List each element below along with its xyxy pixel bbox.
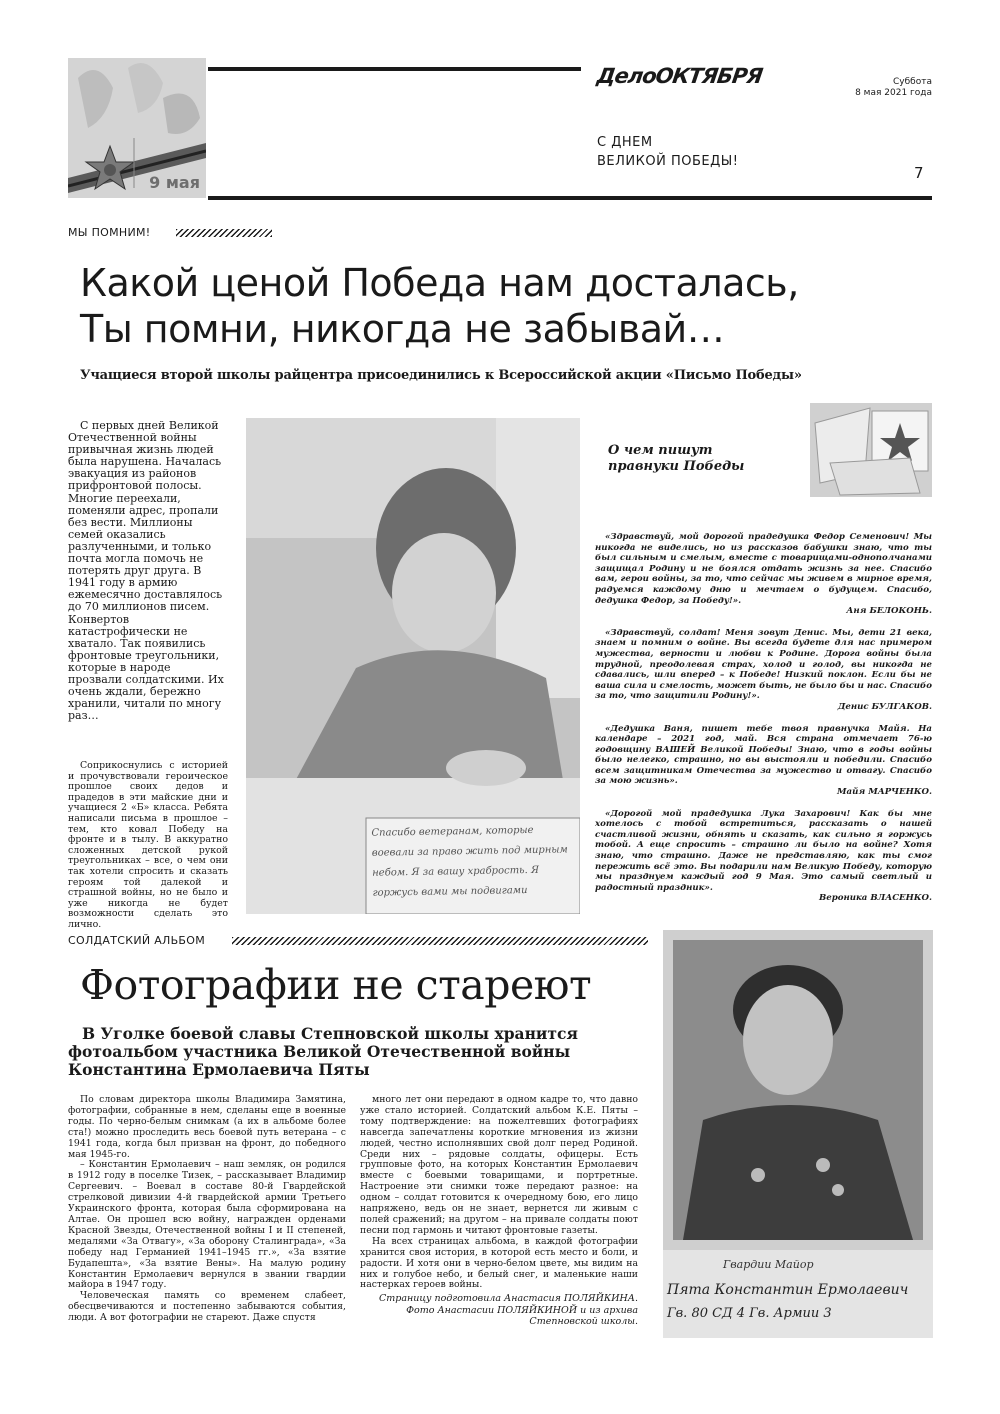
issue-date <box>830 77 932 99</box>
letters-title-line-1: О чем пишут <box>608 443 713 458</box>
rubric-we-remember: МЫ ПОМНИМ! <box>68 226 151 239</box>
photo-inscription-2: Пята Константин Ермолаевич <box>667 1282 909 1298</box>
credit-line-3: Степновской школы. <box>529 1316 638 1328</box>
letter-author: Майя МАРЧЕНКО. <box>837 787 932 798</box>
subtitle-line-1: В Уголке боевой славы Степновской школы хранится <box>82 1024 578 1043</box>
officer-portrait-photo-icon <box>663 930 933 1338</box>
header-holiday-image <box>68 58 206 198</box>
header-rule-top <box>208 67 581 71</box>
article-2-paragraph: На всех страницах альбома, в каждой фотографии хранится своя история, в которой есть место и боли, и радости. И хотя они в черно-белом цвете, мы видим на них и голубое небо, и белый снег, и маленькие наши настерках героев войны. <box>360 1235 638 1291</box>
handwritten-note: Спасибо ветеранам, которые воевали за право жить под мирным небом. Я за вашу храбрость. Я горжусь вами мы подвигами <box>371 824 568 899</box>
credit-line-2: Фото Анастасии ПОЛЯЙКИНОЙ и из архива <box>406 1304 638 1316</box>
letters-list <box>595 532 932 915</box>
photo-boy-writing-letter <box>246 418 580 914</box>
photo-inscription-3: Гв. 80 СД 4 Гв. Армии 3 <box>667 1306 832 1321</box>
letter-text: «Дедушка Ваня, пишет тебе твоя правнучка Майя. На календаре – 2021 год, май. Вся страна отмечает 76-ю годовщину ВАШЕЙ Великой Победы! Знаю, что в годы войны было нелегко, страшно, но вы выстояли и победили. Спасибо всем защитникам Отечества за мужество и отвагу. Спасибо за мою жизнь». <box>595 723 932 787</box>
subtitle-line-3: Константина Ермолаевича Пяты <box>68 1060 370 1079</box>
article-2-credit <box>360 1293 638 1328</box>
issue-date-text: 8 мая 2021 года <box>855 88 932 98</box>
letter-item <box>595 809 932 894</box>
article-1-subtitle: Учащиеся второй школы райцентра присоединились к Всероссийской акции «Письмо Победы» <box>80 368 802 383</box>
letter-text: «Здравствуй, мой дорогой прадедушка Федор Семенович! Мы никогда не виделись, но из рассказов бабушки знаю, что ты был сильным и смелым, вместе с товарищами-однополчанами защищал Родину и не боялся отдать жизнь за нее. Спасибо вам, герои войны, за то, что сейчас мы живем в мирное время, радуемся каждому дню и мечтаем о будущем. Спасибо, дедушка Федор, за Победу!». <box>595 532 932 606</box>
header-slogan <box>597 133 738 171</box>
triangle-letters-photo-icon <box>810 403 932 497</box>
photo-officer-portrait <box>663 930 933 1338</box>
letter-author: Аня БЕЛОКОНЬ. <box>846 606 932 617</box>
article-1-lead-column <box>68 420 228 722</box>
photo-inscription-1: Гвардии Майор <box>723 1258 814 1271</box>
photo-triangle-letters <box>810 403 932 497</box>
article-2-headline: Фотографии не стареют <box>80 961 592 1009</box>
slogan-line-2: ВЕЛИКОЙ ПОБЕДЫ! <box>597 154 739 169</box>
article-2-subtitle <box>68 1025 648 1079</box>
article-1-lead: С первых дней Великой Отечественной войны привычная жизнь людей была нарушена. Началась эвакуация из районов прифронтовой полосы. Многие переехали, поменяли адрес, пропали без вести. Миллионы семей оказались разлученными, и только почта могла помочь не потерять друг друга. В 1941 году в армию ежемесячно доставлялось до 70 миллионов писем. Конвертов катастрофически не хватало. Так появились фронтовые треугольники, которые в народе прозвали солдатскими. Их очень ждали, бережно хранили, читали по многу раз… <box>68 419 224 723</box>
letter-item <box>595 724 932 788</box>
article-2-paragraph: много лет они передают в одном кадре то, что давно уже стало историей. Солдатский альбом К.Е. Пяты – тому подтверждение: на пожелтевших фотографиях навсегда запечатлены короткие мгновения из жизни людей, честно исполнявших свой долг перед Родиной. Среди них – рядовые солдаты, офицеры. Есть групповые фото, на которых Константин Ермолаевич вместе с боевыми товарищами, и портретные. Настроение эти снимки тоже передают разное: на одном – солдат готовится к очередному бою, его лицо напряжено, ведь он не знает, вернется ли живым с полей сражений; на другом – на привале солдаты поют песни под гармонь и читают фронтовые газеты. <box>360 1094 638 1236</box>
letter-text: «Дорогой мой прадедушка Лука Захарович! Как бы мне хотелось с тобой встретиться, рассказать о нашей счастливой жизни, обнять и сказать, как сильно я горжусь тобой. А еще спросить – страшно ли было на войне? Хотя знаю, что страшно. Даже не представляю, как ты смог пережить всё это. Вы подарили нам Великую Победу, которую мы празднуем каждый год 9 Мая. Это самый светлый и радостный праздник». <box>595 808 932 893</box>
newspaper-logo <box>595 64 763 88</box>
letter-item <box>595 628 932 702</box>
article-2-column-2 <box>360 1095 638 1328</box>
logo-part-2: ОКТЯБРЯ <box>654 64 764 88</box>
article-2-paragraph: По словам директора школы Владимира Замятина, фотографии, собранные в нем, сделаны еще в военные годы. По черно-белым снимкам (а их в альбоме более ста!) можно проследить весь боевой путь ветерана – с 1941 года, когда был призван на фронт, до победного мая 1945-го. <box>68 1094 346 1160</box>
article-1-body-column <box>68 761 228 931</box>
article-2-column-1 <box>68 1095 346 1324</box>
letters-title-line-2: правнуки Победы <box>608 459 745 474</box>
rubric-soldier-album: СОЛДАТСКИЙ АЛЬБОМ <box>68 934 206 947</box>
page-number: 7 <box>914 164 924 182</box>
article-1-body: Соприкоснулись с историей и прочувствовали героическое прошлое своих дедов и прадедов в эти майские дни и учащиеся 2 «Б» класса. Ребята написали письма в прошлое – тем, кто ковал Победу на фронте и в тылу. В аккуратно сложенных детской рукой треугольниках – все, о чем они так хотели спросить и сказать героям той далекой и страшной войны, но не было и уже никогда не будет возможности сделать это лично. <box>68 760 228 930</box>
article-2-paragraph: Человеческая память со временем слабеет, обесцвечиваются и постепенно забываются события, люди. А вот фотографии не стареют. Даже спустя <box>68 1290 346 1324</box>
letter-item <box>595 532 932 606</box>
letter-author: Денис БУЛГАКОВ. <box>837 701 932 712</box>
subtitle-line-2: фотоальбом участника Великой Отечественной войны <box>68 1042 571 1061</box>
letter-text: «Здравствуй, солдат! Меня зовут Денис. Мы, дети 21 века, знаем и помним о войне. Вы всегда будете для нас примером мужества, верности и любви к Родине. Дорога войны была трудной, преодолевая страх, холод и голод, вы никогда не сдавались, шли вперед – к Победе! Низкий поклон. Если бы не ваша сила и смелость, может быть, не было бы и нас. Спасибо за то, что защитили Родину!». <box>595 627 932 702</box>
rubric-hatch-decoration <box>232 937 648 945</box>
headline-line-2: Ты помни, никогда не забывай… <box>80 307 725 351</box>
issue-day: Суббота <box>893 77 932 87</box>
letters-section-title <box>608 443 744 475</box>
logo-part-1: Дело <box>595 64 658 88</box>
letter-author: Вероника ВЛАСЕНКО. <box>818 893 932 904</box>
header-image-caption: 9 мая <box>149 173 200 192</box>
headline-line-1: Какой ценой Победа нам досталась, <box>80 261 799 305</box>
slogan-line-1: С ДНЕМ <box>597 135 653 150</box>
article-1-headline <box>80 260 960 352</box>
header-rule-bottom <box>208 196 932 200</box>
article-2-paragraph: – Константин Ермолаевич – наш земляк, он родился в 1912 году в поселке Тизек, – рассказывает Владимир Сергеевич. – Воевал в составе 80-й Гвардейской стрелковой дивизии 4-й гвардейской армии Третьего Украинского фронта, которая была сформирована на Алтае. Он прошел всю войну, награжден орденами Красной Звезды, Отечественной войны I и II степеней, медалями «За Отвагу», «За оборону Сталинграда», «За победу над Германией 1941–1945 гг.», «За взятие Будапешта», «За взятие Вены». На малую родину Константин Ермолаевич вернулся в звании гвардии майора в 1947 году. <box>68 1159 346 1291</box>
rubric-hatch-decoration <box>176 229 272 237</box>
credit-line-1: Страницу подготовила Анастасия ПОЛЯЙКИНА. <box>379 1293 638 1305</box>
